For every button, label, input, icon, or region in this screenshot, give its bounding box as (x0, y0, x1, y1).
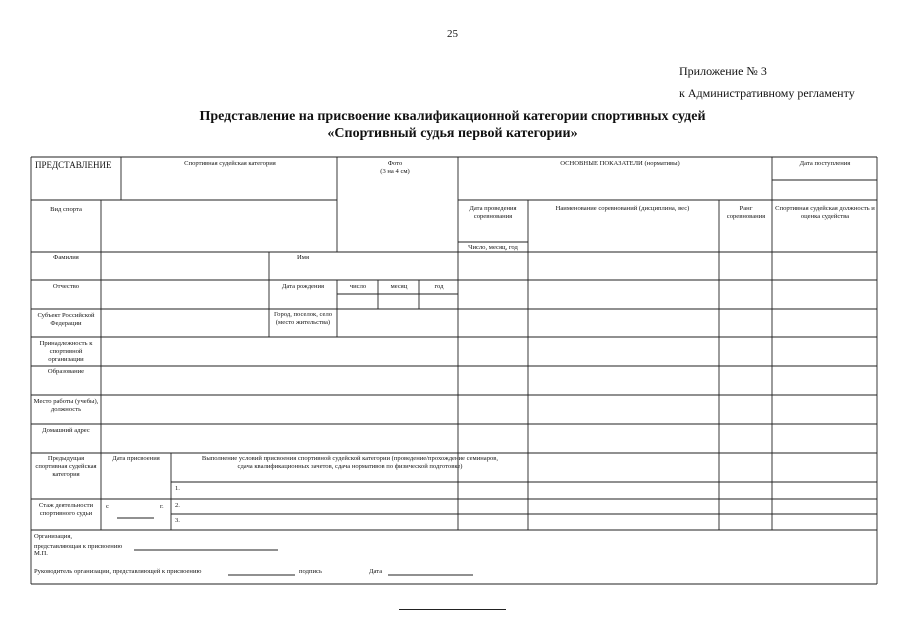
main-indicators-label: ОСНОВНЫЕ ПОКАЗАТЕЛИ (нормативы) (560, 160, 680, 167)
category-label: Спортивная судейская категория (184, 160, 276, 167)
page-number: 25 (447, 28, 458, 40)
organization-rep-label: представляющая к присвоению (34, 543, 123, 550)
photo-size-label: (3 на 4 см) (380, 168, 410, 175)
date-footer-label: Дата (369, 568, 383, 575)
experience-label: Стаж деятельности спортивного судьи (38, 502, 94, 518)
photo-label: Фото (387, 160, 403, 167)
month-label: месяц (390, 283, 408, 290)
form-title: Представление на присвоение квалификационной категории спортивных судей (199, 109, 706, 124)
condition-item-2: 2. (175, 502, 180, 509)
day-month-year-label: Число, месяц, год (468, 244, 518, 251)
day-label: число (349, 283, 367, 290)
organization-footer-label: Организация, (34, 533, 73, 540)
experience-year-label: г. (160, 503, 164, 510)
condition-item-1: 1. (175, 485, 180, 492)
competition-date-label: Дата проведения соревнования (469, 205, 517, 221)
prev-category-label: Предыдущая спортивная судейская категория (35, 455, 97, 479)
conditions-label-line1: Выполнение условий присвоения спортивной судейской категории (проведение/прохождение семинаров, (201, 455, 499, 462)
city-label: Город, поселок, село (место жительства) (273, 311, 333, 327)
surname-label: Фамилия (53, 254, 79, 261)
assign-date-label: Дата присвоения (112, 455, 160, 462)
date-received-label: Дата поступления (799, 160, 851, 167)
patronymic-label: Отчество (52, 283, 80, 290)
bottom-divider (399, 609, 506, 610)
name-label: Имя (297, 254, 309, 261)
rank-label: Ранг соревнования (726, 205, 766, 221)
experience-from-label: с (106, 503, 109, 510)
conditions-label-line2: сдача квалификационных зачетов, сдача нормативов по физической подготовке) (237, 463, 463, 470)
form-subtitle: «Спортивный судья первой категории» (327, 126, 578, 141)
birth-date-label: Дата рождения (281, 283, 325, 290)
education-label: Образование (47, 368, 85, 375)
year-label: год (434, 283, 444, 290)
head-label: Руководитель организации, представляющей к присвоению (34, 568, 202, 575)
judge-position-label: Спортивная судейская должность и оценка судейства (775, 205, 875, 221)
region-label: Субъект Российской Федерации (37, 312, 95, 328)
organization-label: Принадлежность к спортивной организации (39, 340, 93, 364)
signature-label: подпись (299, 568, 322, 575)
stamp-label: М.П. (34, 550, 48, 557)
workplace-label: Место работы (учебы), должность (33, 398, 99, 414)
address-label: Домашний адрес (42, 427, 90, 434)
sport-label: Вид спорта (50, 206, 82, 213)
condition-item-3: 3. (175, 517, 180, 524)
appendix-label: Приложение № 3 (679, 64, 767, 78)
competition-name-label: Наименование соревнований (дисциплина, вес) (555, 205, 690, 212)
appendix-reference: к Административному регламенту (679, 86, 855, 100)
representation-label: ПРЕДСТАВЛЕНИЕ (35, 160, 112, 170)
